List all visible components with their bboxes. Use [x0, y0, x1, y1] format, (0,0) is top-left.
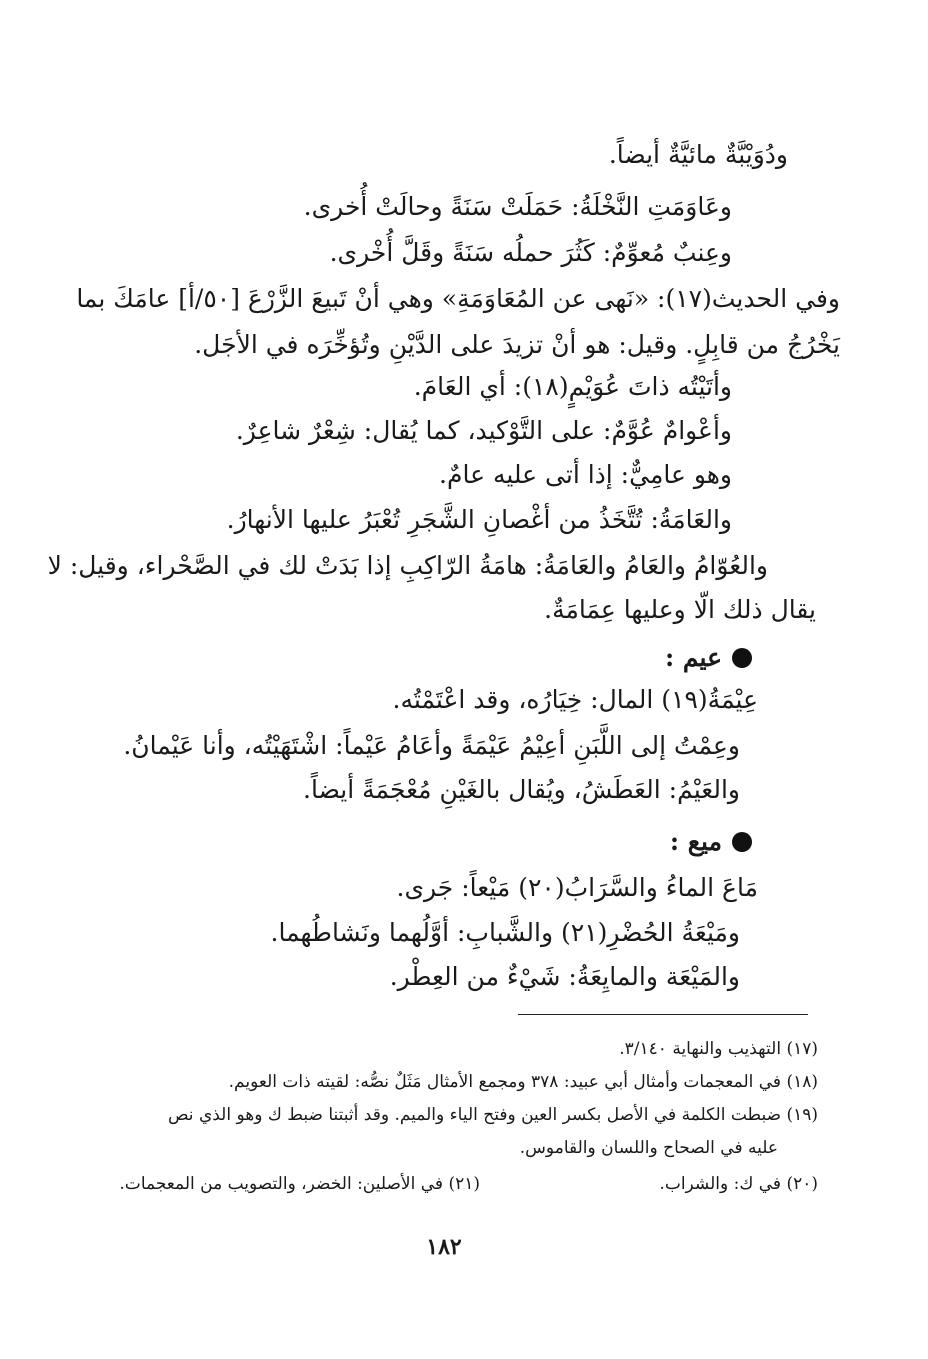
section1-line-2: وعِمْتُ إلى اللَّبَنِ أعِيْمُ عَيْمَةً وأعَامُ عَيْماً: اشْتَهَيْتُه، وأنا عَيْمانُ. — [123, 731, 740, 760]
section2-line-2: ومَيْعَةُ الحُضْرِ(٢١) والشَّبابِ: أوَّلُهما ونَشاطُهما. — [270, 918, 740, 947]
footnote-17: (١٧) التهذيب والنهاية ٣/١٤٠. — [619, 1039, 818, 1059]
bullet-icon — [732, 832, 752, 852]
section2-line-1: مَاعَ الماءُ والسَّرَابُ(٢٠) مَيْعاً: جَرى. — [396, 873, 758, 902]
body-line-7: وأعْوامٌ عُوَّمٌ: على التَّوْكيد، كما يُقال: شِعْرٌ شاعِرٌ. — [235, 416, 732, 445]
section1-line-3: والعَيْمُ: العَطَشُ، ويُقال بالغَيْنِ مُعْجَمَةً أيضاً. — [303, 775, 740, 804]
body-line-11: يقال ذلك الّا وعليها عِمَامَةٌ. — [544, 595, 816, 624]
body-line-6: وأتَيْتُه ذاتَ عُوَيْمٍ(١٨): أي العَامَ. — [413, 372, 732, 401]
body-line-8: وهو عامِيٌّ: إذا أتى عليه عامٌ. — [439, 460, 732, 489]
body-line-2: وعَاوَمَتِ النَّخْلَةُ: حَمَلَتْ سَنَةً وحالَتْ أُخرى. — [303, 192, 732, 221]
footnote-20: (٢٠) في ك: والشراب. — [659, 1174, 818, 1194]
body-line-10: والعُوّامُ والعَامُ والعَامَةُ: هامَةُ الرّاكِبِ إذا بَدَتْ لك في الصَّحْراء، وقيل: لا — [47, 551, 768, 580]
bullet-icon — [732, 648, 752, 668]
section-heading-text: عيم : — [664, 643, 722, 672]
body-line-4: وفي الحديث(١٧): «نَهى عن المُعَاوَمَةِ» وهي أنْ تَبيعَ الزَّرْعَ [٥٠/أ] عامَكَ بما — [76, 284, 840, 313]
body-line-5: يَخْرُجُ من قابِلٍ. وقيل: هو أنْ تزيدَ على الدَّيْنِ وتُؤخِّرَه في الأجَل. — [194, 330, 840, 359]
section2-line-3: والمَيْعَة والمايِعَةُ: شَيْءٌ من العِطْر. — [389, 962, 740, 991]
footnote-21: (٢١) في الأصلين: الخضر، والتصويب من المعجمات. — [119, 1174, 480, 1194]
footnote-19-line-1: (١٩) ضبطت الكلمة في الأصل بكسر العين وفتح الياء والميم. وقد أثبتنا ضبط ك وهو الذي نص — [167, 1105, 818, 1125]
footnote-18: (١٨) في المعجمات وأمثال أبي عبيد: ٣٧٨ ومجمع الأمثال مَثَلٌ نصُّه: لقيته ذات العويم. — [228, 1072, 818, 1092]
footnote-19-line-2: عليه في الصحاح واللسان والقاموس. — [519, 1138, 778, 1158]
section-heading-text: ميع : — [669, 827, 722, 856]
body-line-1: ودُوَيْبَّةٌ مائيَّةٌ أيضاً. — [608, 140, 788, 169]
section-heading-mia — [670, 825, 752, 859]
section-heading-eim — [665, 641, 752, 675]
page-number: ١٨٢ — [426, 1234, 462, 1260]
section1-line-1: عِيْمَةُ(١٩) المال: خِيَارُه، وقد اعْتَمْتُه. — [392, 685, 758, 714]
footnote-separator — [518, 1014, 808, 1015]
body-line-3: وعِنبٌ مُعوِّمٌ: كَثُرَ حملُه سَنَةً وقَلَّ أُخْرى. — [329, 238, 732, 267]
body-line-9: والعَامَةُ: تُتَّخَذُ من أغْصانِ الشَّجَرِ تُعْبَرُ عليها الأنهارُ. — [226, 505, 732, 534]
